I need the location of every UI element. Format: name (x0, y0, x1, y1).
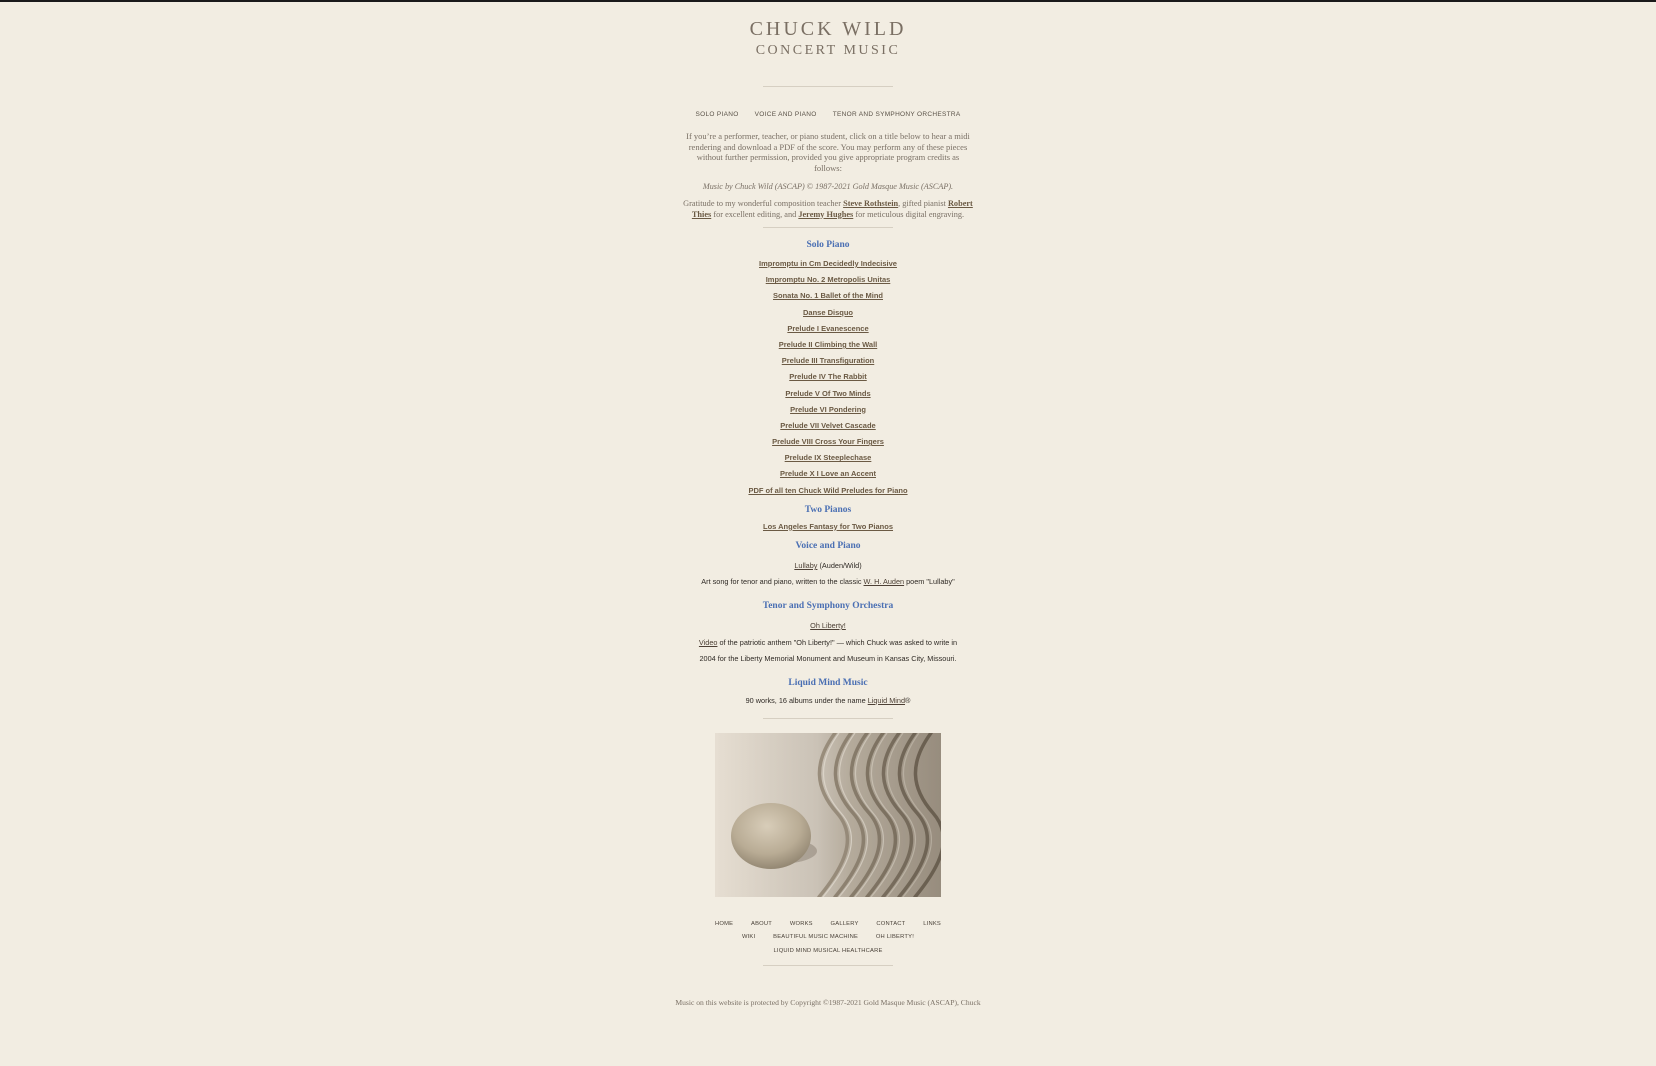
zen-stone-image (715, 733, 941, 897)
footer-nav-row (0, 931, 1656, 945)
divider (763, 86, 893, 87)
footer-link-wiki[interactable]: WIKI (741, 934, 756, 940)
link-liquid-mind[interactable]: Liquid Mind (867, 695, 906, 705)
voice-piano-entry (0, 558, 1656, 590)
work-link[interactable]: Prelude IV The Rabbit (789, 372, 867, 382)
list-item (0, 386, 1656, 402)
divider (763, 718, 893, 719)
list-item (0, 305, 1656, 321)
list-item (0, 288, 1656, 304)
footer-link-oh-liberty[interactable]: OH LIBERTY! (875, 934, 915, 940)
divider (763, 965, 893, 966)
section-title-voice-and-piano: Voice and Piano (795, 541, 861, 551)
description: 2004 for the Liberty Memorial Monument and Museum in Kansas City, Missouri. (699, 654, 957, 663)
footer-link-home[interactable]: HOME (715, 920, 734, 927)
footer-nav-row (0, 945, 1656, 959)
list-item (0, 337, 1656, 353)
list-item (0, 256, 1656, 272)
list-item (0, 558, 1656, 574)
footer-nav (0, 918, 1656, 959)
section-title-solo-piano: Solo Piano (806, 240, 850, 250)
list-item (0, 272, 1656, 288)
section-title-two-pianos: Two Pianos (804, 504, 852, 515)
divider (763, 227, 893, 228)
work-link[interactable]: Prelude X I Love an Accent (779, 469, 876, 479)
page (0, 18, 1656, 1066)
desc-text: poem "Lullaby" (904, 577, 955, 586)
program-credit: Music by Chuck Wild (ASCAP) © 1987-2021 Gold Masque Music (ASCAP). (702, 182, 954, 191)
footer-link-gallery[interactable]: GALLERY (830, 920, 859, 927)
thanks-text-2: , gifted pianist (898, 199, 948, 208)
link-robert-thies[interactable]: Robert Thies (691, 199, 973, 219)
site-title-subtitle: CONCERT MUSIC (755, 43, 901, 58)
link-steve-rothstein[interactable]: Steve Rothstein (843, 199, 899, 208)
footer-link-works[interactable]: WORKS (789, 920, 813, 927)
sand-and-stone-graphic (715, 733, 941, 897)
list-item (0, 618, 1656, 635)
work-link[interactable]: Prelude VI Pondering (790, 404, 866, 414)
work-link[interactable]: Prelude VII Velvet Cascade (780, 420, 876, 430)
list-item (0, 450, 1656, 466)
link-oh-liberty[interactable]: Oh Liberty! (810, 621, 846, 630)
work-link[interactable]: Prelude VIII Cross Your Fingers (772, 437, 884, 447)
thanks-text-1: Gratitude to my wonderful composition teacher (683, 199, 844, 208)
work-link[interactable]: Prelude II Climbing the Wall (778, 339, 878, 349)
link-lullaby[interactable]: Lullaby (794, 561, 818, 570)
desc-text: 90 works, 16 albums under the name (745, 695, 868, 705)
list-item (0, 418, 1656, 434)
description (0, 574, 1656, 590)
work-link[interactable]: Los Angeles Fantasy for Two Pianos (762, 521, 894, 531)
list-item (0, 483, 1656, 499)
site-title-name: CHUCK WILD (749, 18, 907, 40)
top-nav-voice-and-piano[interactable]: VOICE AND PIANO (754, 111, 817, 118)
work-link[interactable]: Prelude V Of Two Minds (785, 388, 871, 398)
solo-piano-list (0, 256, 1656, 499)
list-item (0, 321, 1656, 337)
work-link[interactable]: Sonata No. 1 Ballet of the Mind (772, 291, 883, 301)
list-item (0, 434, 1656, 450)
list-item (0, 519, 1656, 535)
tenor-orchestra-entry (0, 618, 1656, 668)
link-jeremy-hughes[interactable]: Jeremy Hughes (798, 209, 854, 219)
section-title-tenor-orchestra: Tenor and Symphony Orchestra (762, 601, 894, 611)
work-link[interactable]: Prelude III Transfiguration (781, 356, 875, 366)
section-title-liquid-mind: Liquid Mind Music (788, 677, 868, 688)
link-video[interactable]: Video (698, 637, 718, 647)
registered-mark: ® (905, 695, 911, 705)
desc-text: of the patriotic anthem "Oh Liberty!" — which Chuck was asked to write in (717, 637, 958, 647)
link-wh-auden[interactable]: W. H. Auden (863, 577, 905, 586)
work-link[interactable]: Prelude I Evanescence (787, 323, 869, 333)
work-link[interactable]: PDF of all ten Chuck Wild Preludes for Piano (748, 485, 908, 495)
footer-link-liquid-mind-healthcare[interactable]: LIQUID MIND MUSICAL HEALTHCARE (773, 947, 883, 954)
copyright-notice: Music on this website is protected by Copyright ©1987-2021 Gold Masque Music (ASCAP), Chuck (675, 998, 981, 1007)
work-link[interactable]: Impromptu in Cm Decidedly Indecisive (759, 259, 897, 268)
work-link[interactable]: Impromptu No. 2 Metropolis Unitas (765, 275, 891, 285)
list-item (0, 369, 1656, 385)
desc-text: Art song for tenor and piano, written to the classic (701, 577, 864, 586)
work-link[interactable]: Danse Disquo (802, 307, 853, 317)
site-title[interactable] (0, 18, 1656, 60)
thanks-text-4: for meticulous digital engraving. (853, 209, 965, 219)
work-link[interactable]: Prelude IX Steeplechase (784, 453, 872, 463)
two-pianos-list (0, 519, 1656, 535)
intro-text: If you’re a performer, teacher, or piano student, click on a title below to hear a midi rendering and download a PDF of the score. You may perform any of these pieces without further permission, provided you give appropriate program credits as follows: (686, 131, 970, 173)
footer-link-about[interactable]: ABOUT (751, 920, 773, 927)
description (0, 635, 1656, 652)
top-nav-tenor-orchestra[interactable]: TENOR AND SYMPHONY ORCHESTRA (832, 111, 961, 118)
song-credit: (Auden/Wild) (817, 561, 862, 570)
top-nav (0, 111, 1656, 118)
footer-link-beautiful-music-machine[interactable]: BEAUTIFUL MUSIC MACHINE (773, 934, 859, 940)
footer-link-contact[interactable]: CONTACT (876, 920, 906, 927)
list-item (0, 353, 1656, 369)
acknowledgements (683, 199, 973, 220)
footer-nav-row (0, 918, 1656, 932)
list-item (0, 466, 1656, 482)
thanks-text-3: for excellent editing, and (711, 209, 799, 219)
top-nav-solo-piano[interactable]: SOLO PIANO (695, 111, 739, 118)
liquid-mind-entry (0, 696, 1656, 705)
footer-link-links[interactable]: LINKS (923, 920, 941, 927)
list-item (0, 402, 1656, 418)
